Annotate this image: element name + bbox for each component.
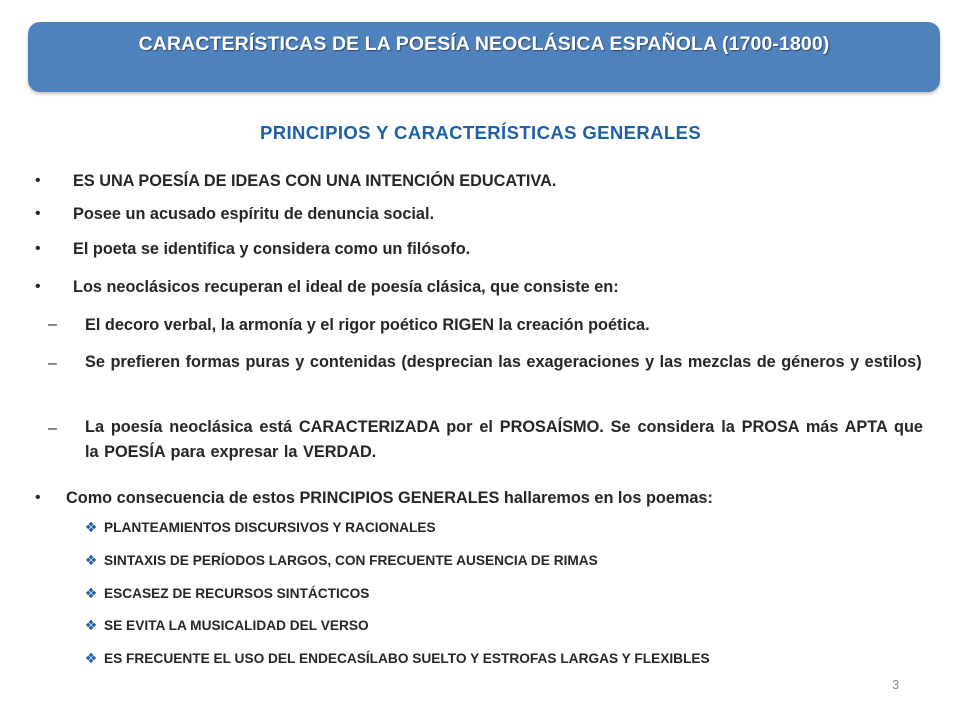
dash-item: El decoro verbal, la armonía y el rigor poético RIGEN la creación poética. — [85, 316, 650, 334]
bullet-item: ES UNA POESÍA DE IDEAS CON UNA INTENCIÓN EDUCATIVA. — [73, 172, 557, 190]
bullet-dot-icon: • — [35, 278, 41, 295]
bullet-item: Posee un acusado espíritu de denuncia social. — [73, 205, 435, 223]
page-number: 3 — [892, 677, 900, 692]
sub-item — [83, 517, 436, 538]
dash-icon: – — [48, 420, 57, 437]
dash-icon: – — [48, 316, 57, 333]
bullet-item: El poeta se identifica y considera como un filósofo. — [73, 240, 471, 258]
dash-item: Se prefieren formas puras y contenidas (desprecian las exageraciones y las mezclas de géneros y estilos) — [85, 353, 922, 371]
bullet-dot-icon: • — [35, 172, 41, 189]
sub-item — [83, 615, 369, 636]
sub-item-label: ESCASEZ DE RECURSOS SINTÁCTICOS — [104, 586, 370, 601]
sub-item-label: ES FRECUENTE EL USO DEL ENDECASÍLABO SUELTO Y ESTROFAS LARGAS Y FLEXIBLES — [104, 651, 710, 666]
diamond-star-icon: ❖ — [84, 650, 98, 666]
bullet-dot-icon: • — [35, 205, 41, 222]
diamond-star-icon: ❖ — [84, 585, 98, 601]
dash-item: La poesía neoclásica está CARACTERIZADA por el PROSAÍSMO. Se considera la PROSA más APTA que la POESÍA para expresar la VERDAD. — [85, 418, 923, 461]
diamond-star-icon: ❖ — [84, 552, 98, 568]
dash-icon: – — [48, 355, 57, 372]
section-subtitle: PRINCIPIOS Y CARACTERÍSTICAS GENERALES — [260, 122, 702, 143]
bullet-dot-icon: • — [35, 240, 41, 257]
diamond-star-icon: ❖ — [84, 617, 98, 633]
diamond-star-icon: ❖ — [84, 519, 98, 535]
sub-item-label: SE EVITA LA MUSICALIDAD DEL VERSO — [104, 618, 369, 633]
bullet-dot-icon: • — [35, 489, 41, 506]
sub-item — [83, 648, 710, 669]
sub-item — [83, 583, 369, 604]
bullet-item: Los neoclásicos recuperan el ideal de poesía clásica, que consiste en: — [73, 278, 619, 296]
sub-item-label: SINTAXIS DE PERÍODOS LARGOS, CON FRECUENTE AUSENCIA DE RIMAS — [104, 553, 598, 568]
sub-item-label: PLANTEAMIENTOS DISCURSIVOS Y RACIONALES — [104, 520, 436, 535]
slide-title: CARACTERÍSTICAS DE LA POESÍA NEOCLÁSICA ESPAÑOLA (1700-1800) — [138, 33, 830, 55]
title-bar — [28, 22, 940, 92]
consequence-line: Como consecuencia de estos PRINCIPIOS GENERALES hallaremos en los poemas: — [66, 489, 713, 507]
sub-item — [83, 550, 598, 571]
